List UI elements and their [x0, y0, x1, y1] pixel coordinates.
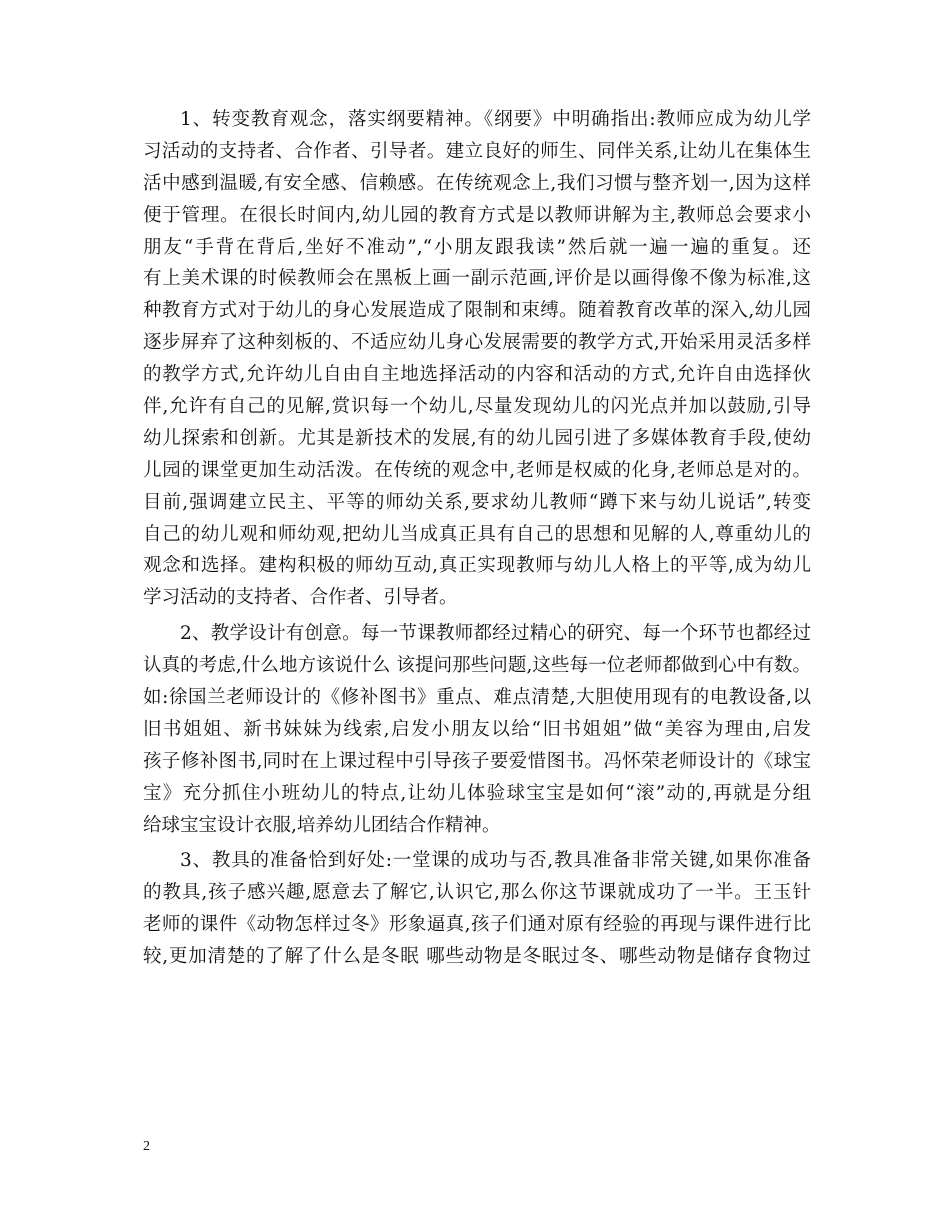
- paragraph-line: 便于管理。在很长时间内,幼儿园的教育方式是以教师讲解为主,教师总会要求小: [143, 204, 811, 226]
- paragraph-line: 伴,允许有自己的见解,赏识每一个幼儿,尽量发现幼儿的闪光点并加以鼓励,引导: [143, 396, 811, 418]
- paragraph-line: 3、教具的准备恰到好处:一堂课的成功与否,教具准备非常关键,如果你准备: [180, 850, 811, 872]
- paragraph-line: 幼儿探索和创新。尤其是新技术的发展,有的幼儿园引进了多媒体教育手段,使幼: [143, 427, 811, 449]
- paragraph-line: 孩子修补图书,同时在上课过程中引导孩子要爱惜图书。冯怀荣老师设计的《球宝: [143, 750, 811, 772]
- paragraph-line: 宝》充分抓住小班幼儿的特点,让幼儿体验球宝宝是如何“滚”动的,再就是分组: [143, 782, 811, 804]
- paragraph-line: 朋友“手背在背后,坐好不准动”,“小朋友跟我读”然后就一遍一遍的重复。还: [143, 236, 811, 258]
- paragraph: [143, 618, 811, 841]
- paragraph-line: 老师的课件《动物怎样过冬》形象逼真,孩子们通对原有经验的再现与课件进行比: [143, 914, 811, 936]
- paragraph-line: 种教育方式对于幼儿的身心发展造成了限制和束缚。随着教育改革的深入,幼儿园: [143, 300, 811, 322]
- paragraph-line: 的教具,孩子感兴趣,愿意去了解它,认识它,那么你这节课就成功了一半。王玉针: [143, 882, 811, 904]
- paragraph-line: 习活动的支持者、合作者、引导者。建立良好的师生、同伴关系,让幼儿在集体生: [143, 140, 811, 162]
- paragraph-line: 有上美术课的时候教师会在黑板上画一副示范画,评价是以画得像不像为标准,这: [143, 268, 811, 290]
- paragraph-line: 较,更加清楚的了解了什么是冬眠 哪些动物是冬眠过冬、哪些动物是储存食物过: [143, 946, 811, 968]
- paragraph-line: 旧书姐姐、新书妹妹为线索,启发小朋友以给“旧书姐姐”做“美容为理由,启发: [143, 718, 811, 740]
- paragraph-line: 目前,强调建立民主、平等的师幼关系,要求幼儿教师“蹲下来与幼儿说话”,转变: [143, 491, 811, 513]
- paragraph-line: 如:徐国兰老师设计的《修补图书》重点、难点清楚,大胆使用现有的电教设备,以: [143, 687, 811, 709]
- paragraph: [143, 104, 811, 614]
- paragraph-line: 活中感到温暖,有安全感、信赖感。在传统观念上,我们习惯与整齐划一,因为这样: [143, 172, 811, 194]
- paragraph-line: 的教学方式,允许幼儿自由自主地选择活动的内容和活动的方式,允许自由选择伙: [143, 364, 811, 386]
- paragraph-line: 给球宝宝设计衣服,培养幼儿团结合作精神。: [143, 814, 501, 836]
- paragraph-line: 逐步屏弃了这种刻板的、不适应幼儿身心发展需要的教学方式,开始采用灵活多样: [143, 332, 811, 354]
- page-number: 2: [143, 1139, 150, 1154]
- paragraph: [143, 845, 811, 973]
- paragraph-line: 1、转变教育观念，落实纲要精神。《纲要》中明确指出:教师应成为幼儿学: [180, 109, 811, 130]
- paragraph-line: 学习活动的支持者、合作者、引导者。: [143, 587, 458, 609]
- paragraph-line: 儿园的课堂更加生动活泼。在传统的观念中,老师是权威的化身,老师总是对的。: [143, 459, 811, 481]
- paragraph-line: 2、教学设计有创意。每一节课教师都经过精心的研究、每一个环节也都经过: [180, 623, 811, 645]
- paragraph-line: 自己的幼儿观和师幼观,把幼儿当成真正具有自己的思想和见解的人,尊重幼儿的: [143, 523, 811, 545]
- paragraph-line: 认真的考虑,什么地方该说什么 该提问那些问题,这些每一位老师都做到心中有数。: [143, 655, 811, 677]
- body-text: [143, 104, 811, 973]
- paragraph-line: 观念和选择。建构积极的师幼互动,真正实现教师与幼儿人格上的平等,成为幼儿: [143, 555, 811, 577]
